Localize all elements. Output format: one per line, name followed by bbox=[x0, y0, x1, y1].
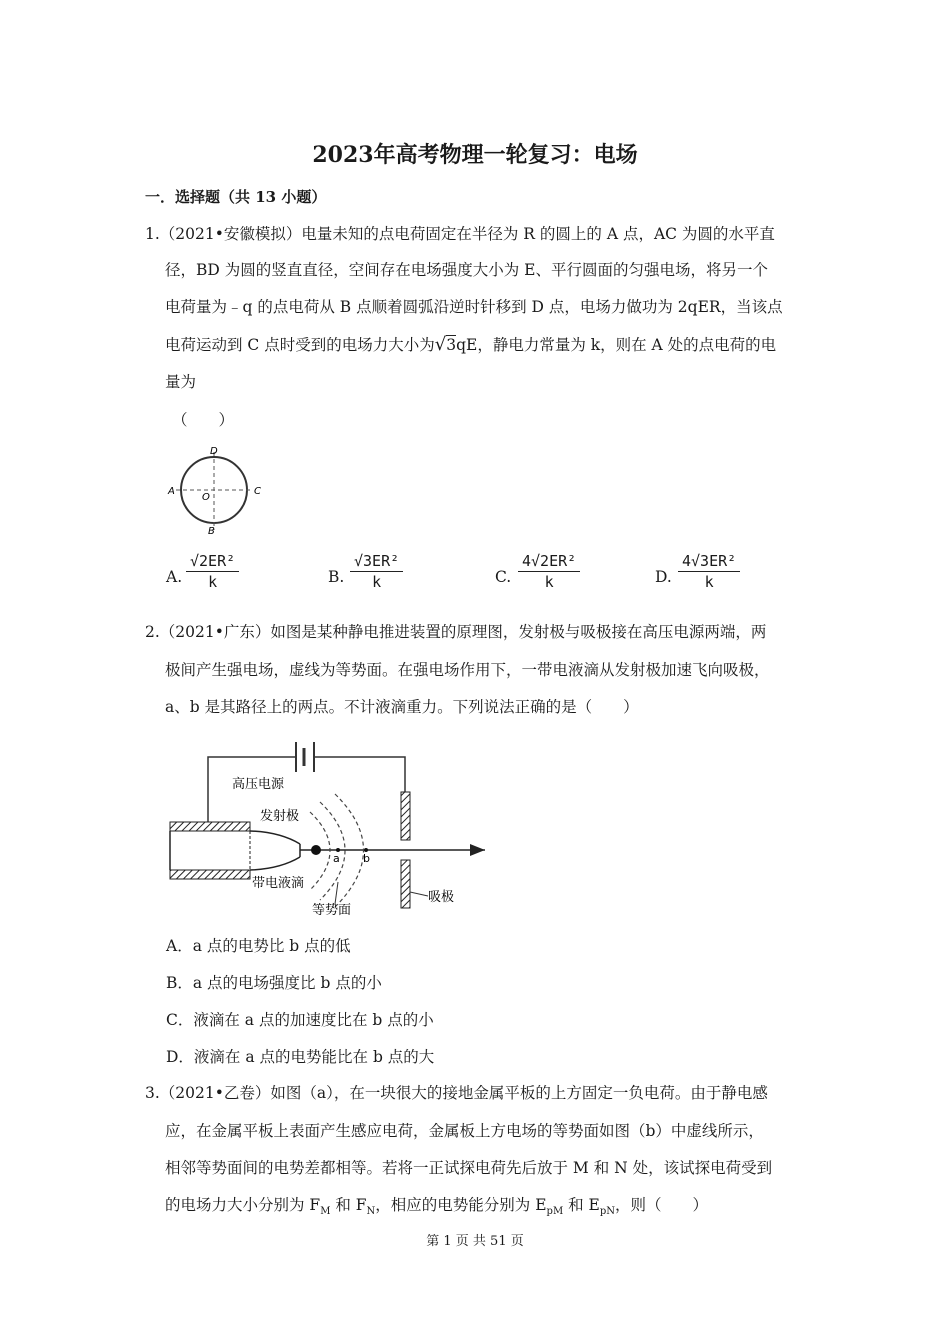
q2-thruster-figure bbox=[160, 732, 490, 922]
q1-line-5: 量为 bbox=[165, 373, 197, 391]
q3-text-1: 的电场力大小分别为 F bbox=[165, 1196, 321, 1214]
collector-upper-plate bbox=[401, 792, 410, 840]
sqrt-radicand: 3 bbox=[446, 336, 457, 354]
q1-option-d-den: k bbox=[704, 573, 714, 591]
equipotential-pointer bbox=[335, 882, 338, 904]
q1-option-a-den: k bbox=[208, 573, 218, 591]
q3-line-4 bbox=[165, 1195, 708, 1222]
label-b: b bbox=[363, 852, 370, 865]
q1-option-d-num: 4√3ER² bbox=[678, 552, 740, 572]
q1-option-c-letter[interactable]: C. bbox=[495, 568, 512, 586]
q1-line-4b: qE，静电力常量为 k，则在 A 处的点电荷的电 bbox=[456, 336, 777, 354]
q3-text-2: 和 F bbox=[330, 1196, 367, 1214]
label-equipotential: 等势面 bbox=[312, 903, 352, 918]
q1-option-b-num: √3ER² bbox=[350, 552, 403, 572]
q3-text-4: 和 E bbox=[563, 1196, 600, 1214]
q1-option-d-letter[interactable]: D. bbox=[655, 568, 672, 586]
q3-sub-pm: pM bbox=[546, 1206, 564, 1218]
label-o: O bbox=[202, 492, 210, 503]
emitter-top-wall bbox=[170, 822, 250, 831]
label-b: B bbox=[208, 526, 215, 536]
q2-line-2: 极间产生强电场，虚线为等势面。在强电场作用下，一带电液滴从发射极加速飞向吸极， bbox=[165, 661, 770, 679]
q1-option-b-den: k bbox=[372, 573, 382, 591]
wire-right bbox=[315, 757, 405, 792]
q2-option-b[interactable]: B．a 点的电场强度比 b 点的小 bbox=[166, 974, 382, 992]
q2-line-3: a、b 是其路径上的两点。不计液滴重力。下列说法正确的是（ ） bbox=[165, 698, 639, 716]
q3-line-1: 3.（2021•乙卷）如图（a），在一块很大的接地金属平板的上方固定一负电荷。由于静电感 bbox=[145, 1084, 768, 1102]
q1-option-d-fraction[interactable] bbox=[678, 552, 740, 591]
q1-option-c-fraction[interactable] bbox=[518, 552, 580, 591]
section-heading: 一．选择题（共 13 小题） bbox=[145, 188, 327, 206]
q1-option-c-den: k bbox=[544, 573, 554, 591]
emitter-bottom-wall bbox=[170, 870, 250, 879]
sqrt-symbol: √ bbox=[434, 334, 447, 355]
label-d: D bbox=[210, 446, 218, 457]
q1-option-a-fraction[interactable] bbox=[186, 552, 239, 591]
q3-sub-pn: pN bbox=[599, 1206, 616, 1218]
q1-line-4 bbox=[165, 335, 776, 355]
q1-answer-blank: （ ） bbox=[172, 411, 235, 429]
q1-option-b-letter[interactable]: B. bbox=[328, 568, 345, 586]
q1-option-b-fraction[interactable] bbox=[350, 552, 403, 591]
label-droplet: 带电液滴 bbox=[252, 876, 305, 891]
q2-option-c[interactable]: C．液滴在 a 点的加速度比在 b 点的小 bbox=[166, 1011, 434, 1029]
collector-pointer bbox=[410, 892, 428, 896]
q3-line-2: 应，在金属平板上表面产生感应电荷，金属板上方电场的等势面如图（b）中虚线所示， bbox=[165, 1122, 764, 1140]
q2-line-1: 2.（2021•广东）如图是某种静电推进装置的原理图，发射极与吸极接在高压电源两端，两 bbox=[145, 623, 767, 641]
q1-option-a-letter[interactable]: A. bbox=[166, 568, 183, 586]
label-collector: 吸极 bbox=[428, 890, 455, 905]
q1-line-3: 电荷量为﹣q 的点电荷从 B 点顺着圆弧沿逆时针移到 D 点，电场力做功为 2qER，当该点 bbox=[165, 298, 783, 316]
q1-line-4a: 电荷运动到 C 点时受到的电场力大小为 bbox=[165, 336, 435, 354]
q3-text-5: ，则（ ） bbox=[615, 1196, 709, 1214]
page-title: 2023年高考物理一轮复习：电场 bbox=[312, 142, 638, 168]
collector-lower-plate bbox=[401, 860, 410, 908]
label-power-supply: 高压电源 bbox=[232, 777, 285, 792]
q2-option-d[interactable]: D．液滴在 a 点的电势能比在 b 点的大 bbox=[166, 1048, 435, 1066]
q2-option-a[interactable]: A．a 点的电势比 b 点的低 bbox=[166, 937, 351, 955]
q1-line-2: 径，BD 为圆的竖直直径，空间存在电场强度大小为 E、平行圆面的匀强电场，将另一个 bbox=[165, 261, 768, 279]
label-a: A bbox=[168, 486, 175, 497]
q3-line-3: 相邻等势面间的电势差都相等。若将一正试探电荷先后放于 M 和 N 处，该试探电荷受到 bbox=[165, 1159, 773, 1177]
q3-text-3: ，相应的电势能分别为 E bbox=[375, 1196, 547, 1214]
equipotential-2 bbox=[320, 802, 345, 900]
q1-option-a-num: √2ER² bbox=[186, 552, 239, 572]
q1-line-1: 1.（2021•安徽模拟）电量未知的点电荷固定在半径为 R 的圆上的 A 点，AC 为圆的水平直 bbox=[145, 225, 775, 243]
emitter-nozzle bbox=[250, 831, 300, 870]
label-a: a bbox=[333, 852, 340, 865]
path-arrowhead bbox=[470, 844, 485, 856]
q1-circle-figure bbox=[166, 444, 270, 536]
droplet-dot bbox=[311, 845, 321, 855]
q1-option-c-num: 4√2ER² bbox=[518, 552, 580, 572]
label-c: C bbox=[254, 486, 261, 497]
q3-sub-n: N bbox=[366, 1206, 376, 1218]
q3-sub-m: M bbox=[320, 1206, 331, 1218]
label-emitter: 发射极 bbox=[260, 809, 300, 824]
page-footer: 第 1 页 共 51 页 bbox=[426, 1234, 524, 1249]
